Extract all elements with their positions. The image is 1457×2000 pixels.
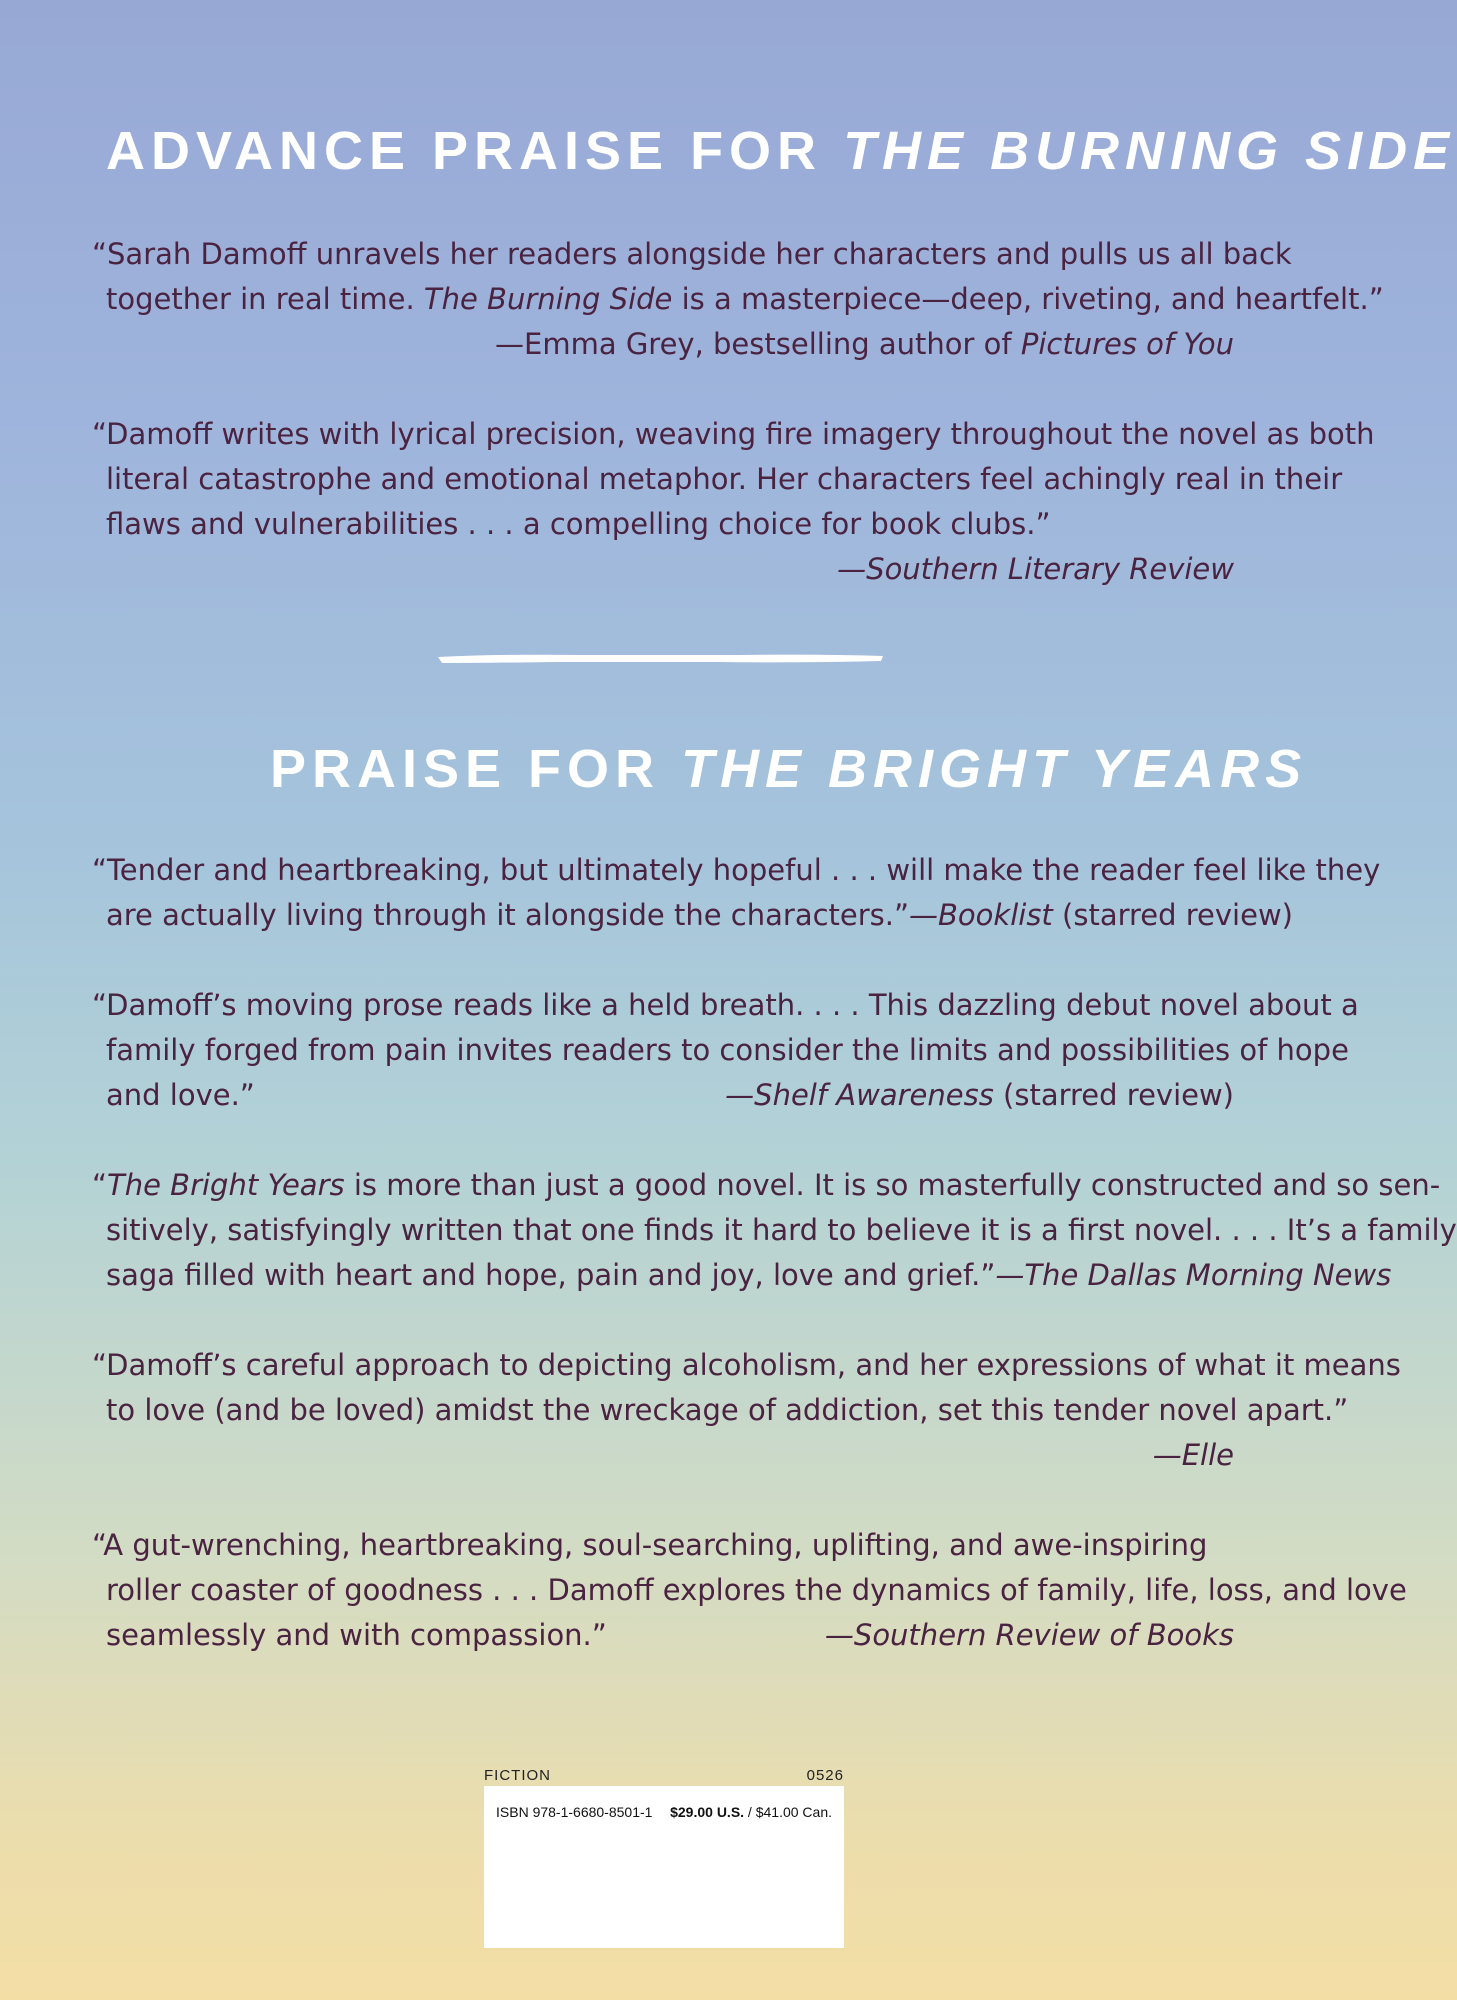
quote-line: “A gut-wrenching, heartbreaking, soul-searching, uplifting, and awe-inspiring xyxy=(92,1528,1208,1562)
quote-line: “Tender and heartbreaking, but ultimately hopeful . . . will make the reader feel like they xyxy=(92,853,1381,887)
quote-line: “Damoff’s moving prose reads like a held breath. . . . This dazzling debut novel about a xyxy=(92,988,1359,1022)
quote-shelf-awareness xyxy=(92,983,1359,1118)
quote-attribution: —Southern Literary Review xyxy=(837,552,1234,586)
quote-dallas-morning-news xyxy=(92,1163,1457,1298)
quote-line: sitively, satisfyingly written that one finds it hard to believe it is a first novel. . . . It’s a family xyxy=(106,1213,1457,1247)
heading-title: THE BURNING SIDE xyxy=(843,121,1456,181)
quote-line: to love (and be loved) amidst the wreckage of addiction, set this tender novel apart.” xyxy=(106,1393,1349,1427)
price-can: / $41.00 Can. xyxy=(744,1804,832,1820)
quote-attribution xyxy=(725,1073,1234,1118)
quote-line: “Damoff’s careful approach to depicting alcoholism, and her expressions of what it means xyxy=(92,1348,1401,1382)
barcode-box xyxy=(484,1786,844,1948)
quote-attribution: —Southern Review of Books xyxy=(824,1618,1234,1652)
quote-line xyxy=(92,277,1384,322)
quote-line xyxy=(92,1073,1234,1118)
attribution-text: —Emma Grey, bestselling author of xyxy=(495,327,1021,361)
quote-emma-grey xyxy=(92,232,1384,367)
heading-title: THE BRIGHT YEARS xyxy=(681,739,1308,799)
quote-line: flaws and vulnerabilities . . . a compelling choice for book clubs.” xyxy=(106,507,1051,541)
quote-attribution: —The Dallas Morning News xyxy=(995,1258,1392,1292)
quote-attribution xyxy=(92,322,1234,367)
barcode-area xyxy=(484,1766,844,1950)
section-divider xyxy=(438,652,883,664)
quote-book-title: The Burning Side xyxy=(423,282,673,316)
quote-text: saga filled with heart and hope, pain and joy, love and grief.” xyxy=(106,1258,996,1292)
quote-elle xyxy=(92,1343,1401,1478)
barcode-header xyxy=(484,1766,844,1786)
quote-text: are actually living through it alongside the characters.” xyxy=(106,898,910,932)
quote-line xyxy=(92,1253,1392,1298)
quote-line: literal catastrophe and emotional metaphor. Her characters feel achingly real in their xyxy=(106,462,1343,496)
attribution-title: —Shelf Awareness xyxy=(725,1078,994,1112)
attribution-note: (starred review) xyxy=(1052,898,1293,932)
isbn-label: ISBN 978-1-6680-8501-1 xyxy=(496,1804,653,1820)
heading-prefix: ADVANCE PRAISE FOR xyxy=(106,121,844,181)
quote-line: “Sarah Damoff unravels her readers alongside her characters and pulls us all back xyxy=(92,237,1292,271)
quote-book-title: The Bright Years xyxy=(107,1168,345,1202)
heading-praise xyxy=(270,738,1307,800)
quote-attribution xyxy=(909,893,1293,938)
attribution-note: (starred review) xyxy=(993,1078,1234,1112)
quote-text: and love.” xyxy=(106,1078,255,1112)
quote-text: together in real time. xyxy=(106,282,424,316)
quote-text: is more than just a good novel. It is so masterfully constructed and so sen- xyxy=(344,1168,1441,1202)
quote-attribution: —Elle xyxy=(1152,1438,1234,1472)
quote-line xyxy=(92,1163,1441,1208)
price-label xyxy=(670,1804,832,1930)
quote-southern-review-of-books xyxy=(92,1523,1407,1658)
quote-text: “ xyxy=(92,1168,108,1202)
quote-line xyxy=(92,1613,1234,1658)
quote-text: is a masterpiece—deep, riveting, and heartfelt.” xyxy=(672,282,1384,316)
price-us: $29.00 U.S. xyxy=(670,1804,745,1820)
quote-line: “Damoff writes with lyrical precision, weaving fire imagery throughout the novel as both xyxy=(92,417,1375,451)
quote-line: family forged from pain invites readers to consider the limits and possibilities of hope xyxy=(106,1033,1349,1067)
quote-southern-literary-review xyxy=(92,412,1375,592)
attribution-title: Pictures of You xyxy=(1020,327,1234,361)
quote-line: roller coaster of goodness . . . Damoff explores the dynamics of family, life, loss, and love xyxy=(106,1573,1407,1607)
heading-prefix: PRAISE FOR xyxy=(270,739,682,799)
quote-text: seamlessly and with compassion.” xyxy=(106,1618,607,1652)
category-label: FICTION xyxy=(484,1767,551,1784)
attribution-title: —Booklist xyxy=(909,898,1053,932)
quote-line xyxy=(92,893,1293,938)
price-code: 0526 xyxy=(806,1767,844,1784)
quote-booklist xyxy=(92,848,1381,938)
heading-advance-praise xyxy=(106,120,1455,182)
